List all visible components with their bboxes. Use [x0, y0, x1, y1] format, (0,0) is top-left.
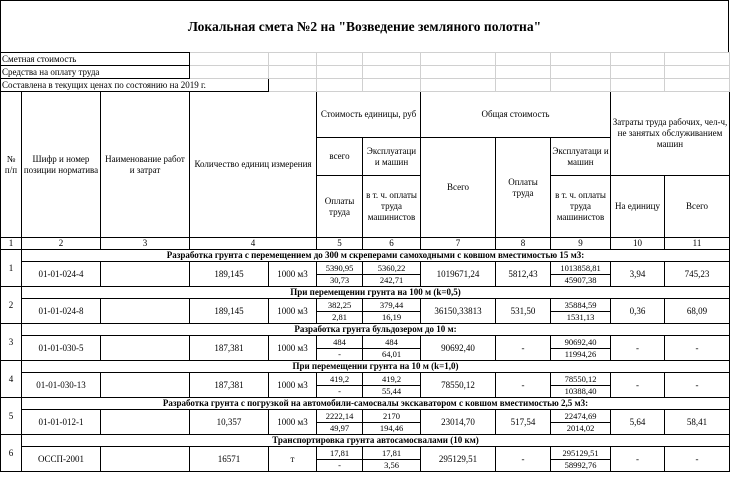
total-machine-cell [551, 336, 611, 361]
unit-cost-cell [317, 410, 363, 435]
unit-machine-cell-bottom: 55,44 [381, 385, 402, 396]
unit-machine-cell-bottom: 194,46 [379, 422, 404, 433]
header-total: Всего [421, 138, 496, 238]
total-machine-cell [551, 447, 611, 472]
row-wage: 531,50 [496, 299, 551, 324]
col-number: 4 [190, 238, 317, 250]
row-name [101, 262, 190, 287]
unit-cost-cell-top: 419,2 [317, 374, 362, 386]
header-wage: Оплаты труда [317, 176, 363, 238]
total-machine-cell-bottom: 2014,02 [566, 422, 595, 433]
total-machine-cell-top: 78550,12 [551, 374, 610, 386]
header-per-unit: На единицу [611, 176, 665, 238]
row-labor-total: 58,41 [665, 410, 730, 435]
section-row [1, 324, 730, 336]
unit-machine-cell-bottom: 3,56 [384, 459, 399, 470]
row-qty: 187,381 [190, 336, 269, 361]
total-machine-cell [551, 410, 611, 435]
header-incl-mach-wage2: в т. ч. оплаты труда машинистов [551, 176, 611, 238]
row-total: 1019671,24 [421, 262, 496, 287]
row-labor-total: - [665, 373, 730, 398]
row-qty: 189,145 [190, 262, 269, 287]
row-name [101, 336, 190, 361]
row-num: 4 [1, 361, 22, 398]
row-unit: т [269, 447, 317, 472]
unit-machine-cell-top: 17,81 [363, 448, 420, 460]
unit-cost-cell [317, 336, 363, 361]
row-labor-per-unit: - [611, 336, 665, 361]
meta-row [1, 79, 730, 92]
unit-cost-cell [317, 262, 363, 287]
unit-cost-cell-bottom: 30,73 [329, 274, 350, 285]
section-row [1, 398, 730, 410]
table-row [1, 447, 730, 472]
table-row [1, 262, 730, 287]
table-row [1, 373, 730, 398]
row-labor-per-unit: 0,36 [611, 299, 665, 324]
header-machine-op: Эксплуатаци и машин [363, 138, 421, 176]
unit-machine-cell-top: 484 [363, 337, 420, 349]
total-machine-cell-bottom: 45907,38 [564, 274, 597, 285]
row-labor-per-unit: - [611, 373, 665, 398]
row-code: 01-01-030-5 [22, 336, 101, 361]
meta-estimated-cost: Сметная стоимость [1, 53, 190, 66]
total-machine-cell [551, 262, 611, 287]
row-unit: 1000 м3 [269, 336, 317, 361]
header-qty: Количество единиц измерения [190, 92, 317, 238]
unit-cost-cell [317, 299, 363, 324]
estimate-table [0, 52, 730, 472]
row-wage: 5812,43 [496, 262, 551, 287]
row-wage: - [496, 373, 551, 398]
row-qty: 16571 [190, 447, 269, 472]
row-code: 01-01-024-8 [22, 299, 101, 324]
row-unit: 1000 м3 [269, 373, 317, 398]
total-machine-cell-bottom: 10388,40 [564, 385, 597, 396]
row-wage: - [496, 447, 551, 472]
meta-row [1, 66, 730, 79]
row-num: 5 [1, 398, 22, 435]
total-machine-cell-bottom: 11994,26 [564, 348, 597, 359]
section-title: Разработка грунта бульдозером до 10 м: [22, 324, 730, 336]
section-row [1, 287, 730, 299]
col-number: 9 [551, 238, 611, 250]
unit-machine-cell-bottom: 64,01 [381, 348, 402, 359]
estimate-title: Локальная смета №2 на "Возведение земляного полотна" [0, 0, 729, 52]
row-qty: 10,357 [190, 410, 269, 435]
unit-machine-cell-bottom: 242,71 [379, 274, 404, 285]
unit-cost-cell [317, 373, 363, 398]
unit-cost-cell-top: 382,25 [317, 300, 362, 312]
meta-price-date: Составлена в текущих ценах по состоянию на 2019 г. [1, 79, 269, 92]
col-number: 2 [22, 238, 101, 250]
row-total: 23014,70 [421, 410, 496, 435]
unit-machine-cell [363, 299, 421, 324]
row-code: ОССП-2001 [22, 447, 101, 472]
total-machine-cell-bottom: 58992,76 [564, 459, 597, 470]
row-num: 2 [1, 287, 22, 324]
row-qty: 187,381 [190, 373, 269, 398]
unit-cost-cell-bottom: - [338, 348, 341, 359]
unit-cost-cell-top: 484 [317, 337, 362, 349]
section-title: Разработка грунта с погрузкой на автомобили-самосвалы экскаватором с ковшом вместимостью 2,5 м3: [22, 398, 730, 410]
col-number: 11 [665, 238, 730, 250]
row-name [101, 373, 190, 398]
row-total: 90692,40 [421, 336, 496, 361]
row-code: 01-01-030-13 [22, 373, 101, 398]
header-unit-cost: Стоимость единицы, руб [317, 92, 421, 138]
unit-machine-cell-top: 379,44 [363, 300, 420, 312]
row-labor-total: - [665, 336, 730, 361]
row-name [101, 410, 190, 435]
section-row [1, 250, 730, 262]
unit-cost-cell-bottom: - [338, 459, 341, 470]
section-row [1, 361, 730, 373]
section-title: При перемещении грунта на 100 м (k=0,5) [22, 287, 730, 299]
row-wage: - [496, 336, 551, 361]
unit-cost-cell-bottom: - [338, 385, 341, 396]
row-wage: 517,54 [496, 410, 551, 435]
total-machine-cell-top: 1013858,81 [551, 263, 610, 275]
meta-row [1, 53, 730, 66]
col-number: 7 [421, 238, 496, 250]
total-machine-cell [551, 299, 611, 324]
unit-cost-cell-bottom: 49,97 [329, 422, 350, 433]
section-title: При перемещении грунта на 10 м (k=1,0) [22, 361, 730, 373]
row-unit: 1000 м3 [269, 299, 317, 324]
row-num: 6 [1, 435, 22, 472]
unit-cost-cell [317, 447, 363, 472]
row-num: 3 [1, 324, 22, 361]
header-total-labor: Всего [665, 176, 730, 238]
meta-wage-funds: Средства на оплату труда [1, 66, 190, 79]
row-code: 01-01-024-4 [22, 262, 101, 287]
total-machine-cell [551, 373, 611, 398]
table-row [1, 336, 730, 361]
row-name [101, 447, 190, 472]
row-name [101, 299, 190, 324]
unit-cost-cell-top: 2222,14 [317, 411, 362, 423]
section-title: Разработка грунта с перемещением до 300 м скреперами самоходными с ковшом вместимостью 15 м3: [22, 250, 730, 262]
col-number: 10 [611, 238, 665, 250]
row-labor-per-unit: 3,94 [611, 262, 665, 287]
header-num: № п/п [1, 92, 22, 238]
row-num: 1 [1, 250, 22, 287]
row-unit: 1000 м3 [269, 410, 317, 435]
header-code: Шифр и номер позиции норматива [22, 92, 101, 238]
row-labor-total: - [665, 447, 730, 472]
col-number: 6 [363, 238, 421, 250]
unit-machine-cell-bottom: 16,19 [381, 311, 402, 322]
total-machine-cell-top: 22474,69 [551, 411, 610, 423]
row-code: 01-01-012-1 [22, 410, 101, 435]
unit-machine-cell-top: 2170 [363, 411, 420, 423]
unit-machine-cell [363, 262, 421, 287]
row-unit: 1000 м3 [269, 262, 317, 287]
header-machine-op2: Эксплуатаци и машин [551, 138, 611, 176]
section-title: Транспортировка грунта автосамосвалами (10 км) [22, 435, 730, 447]
col-number: 8 [496, 238, 551, 250]
header-total-cost: Общая стоимость [421, 92, 611, 138]
row-qty: 189,145 [190, 299, 269, 324]
header-incl-mach-wage: в т. ч. оплаты труда машинистов [363, 176, 421, 238]
total-machine-cell-top: 295129,51 [551, 448, 610, 460]
table-row [1, 410, 730, 435]
header-name: Наименование работ и затрат [101, 92, 190, 238]
unit-machine-cell-top: 5360,22 [363, 263, 420, 275]
row-labor-per-unit: - [611, 447, 665, 472]
col-number: 3 [101, 238, 190, 250]
total-machine-cell-bottom: 1531,13 [566, 311, 595, 322]
unit-machine-cell [363, 373, 421, 398]
unit-cost-cell-top: 17,81 [317, 448, 362, 460]
row-labor-total: 68,09 [665, 299, 730, 324]
row-total: 36150,33813 [421, 299, 496, 324]
section-row [1, 435, 730, 447]
col-number: 1 [1, 238, 22, 250]
unit-machine-cell-top: 419,2 [363, 374, 420, 386]
row-total: 295129,51 [421, 447, 496, 472]
col-number: 5 [317, 238, 363, 250]
table-row [1, 299, 730, 324]
row-total: 78550,12 [421, 373, 496, 398]
unit-cost-cell-bottom: 2,81 [332, 311, 347, 322]
unit-machine-cell [363, 410, 421, 435]
header-all: всего [317, 138, 363, 176]
header-wage2: Оплаты труда [496, 138, 551, 238]
total-machine-cell-top: 90692,40 [551, 337, 610, 349]
total-machine-cell-top: 35884,59 [551, 300, 610, 312]
unit-machine-cell [363, 447, 421, 472]
header-labor: Затраты труда рабочих, чел-ч, не занятых обслуживанием машин [611, 92, 730, 176]
unit-cost-cell-top: 5390,95 [317, 263, 362, 275]
row-labor-per-unit: 5,64 [611, 410, 665, 435]
row-labor-total: 745,23 [665, 262, 730, 287]
unit-machine-cell [363, 336, 421, 361]
